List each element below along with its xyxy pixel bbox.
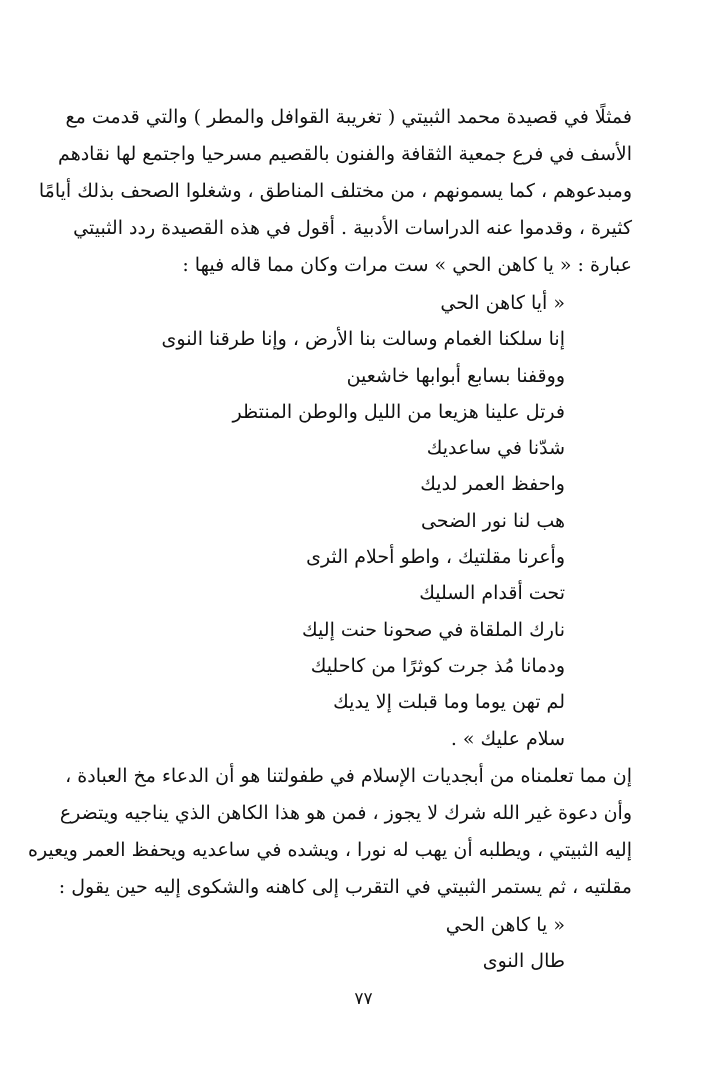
poem-line: واحفظ العمر لديك — [420, 473, 565, 496]
paragraph-line: ومبدعوهم ، كما يسمونهم ، من مختلف المناطق ، وشغلوا الصحف بذلك أيامًا — [38, 180, 632, 202]
paragraph-line: الأسف في فرع جمعية الثقافة والفنون بالقصيم مسرحيا واجتمع لها نقادهم — [58, 143, 632, 165]
poem-line: هب لنا نور الضحى — [420, 509, 565, 532]
poem-line: فرتل علينا هزيعا من الليل والوطن المنتظر — [232, 400, 565, 423]
poem-line: نارك الملقاة في صحونا حنت إليك — [302, 618, 565, 641]
paragraph-commentary — [27, 758, 632, 906]
paragraph-line: عبارة : « يا كاهن الحي » ست مرات وكان مما قاله فيها : — [182, 254, 632, 276]
paragraph-line: فمثلًا في قصيدة محمد الثبيتي ( تغريبة القوافل والمطر ) والتي قدمت مع — [65, 106, 632, 128]
paragraph-line: إليه الثبيتي ، ويطلبه أن يهب له نورا ، ويشده في ساعديه ويحفظ العمر ويعيره — [27, 839, 632, 861]
poem-line: سلام عليك » . — [450, 727, 565, 750]
poem-line: « أيا كاهن الحي — [440, 292, 565, 314]
poem-line: « يا كاهن الحي — [445, 914, 565, 936]
poem-line: شدّنا في ساعديك — [426, 437, 565, 460]
paragraph-intro — [38, 99, 632, 284]
paragraph-line: وأن دعوة غير الله شرك لا يجوز ، فمن هو هذا الكاهن الذي يناجيه ويتضرع — [59, 802, 632, 824]
poem-line: وأعرنا مقلتيك ، واطو أحلام الثرى — [306, 546, 565, 569]
page-number: ٧٧ — [354, 989, 373, 1009]
poem-line: لم تهن يوما وما قبلت إلا يديك — [333, 691, 565, 714]
paragraph-line: كثيرة ، وقدموا عنه الدراسات الأدبية . أقول في هذه القصيدة ردد الثبيتي — [73, 217, 632, 239]
poem-line: ودمانا مُذ جرت كوثرًا من كاحليك — [310, 654, 565, 677]
poem-quote-second — [95, 907, 565, 980]
poem-line: طال النوى — [482, 950, 565, 973]
poem-line: ووقفنا بسابع أبوابها خاشعين — [346, 364, 565, 387]
poem-quote-first — [95, 285, 565, 757]
paragraph-line: مقلتيه ، ثم يستمر الثبيتي في التقرب إلى كاهنه والشكوى إليه حين يقول : — [58, 876, 632, 898]
poem-line: تحت أقدام السليك — [419, 582, 565, 605]
poem-line: إنا سلكنا الغمام وسالت بنا الأرض ، وإنا طرقنا النوى — [161, 328, 565, 351]
paragraph-line: إن مما تعلمناه من أبجديات الإسلام في طفولتنا هو أن الدعاء مخ العبادة ، — [65, 765, 632, 787]
